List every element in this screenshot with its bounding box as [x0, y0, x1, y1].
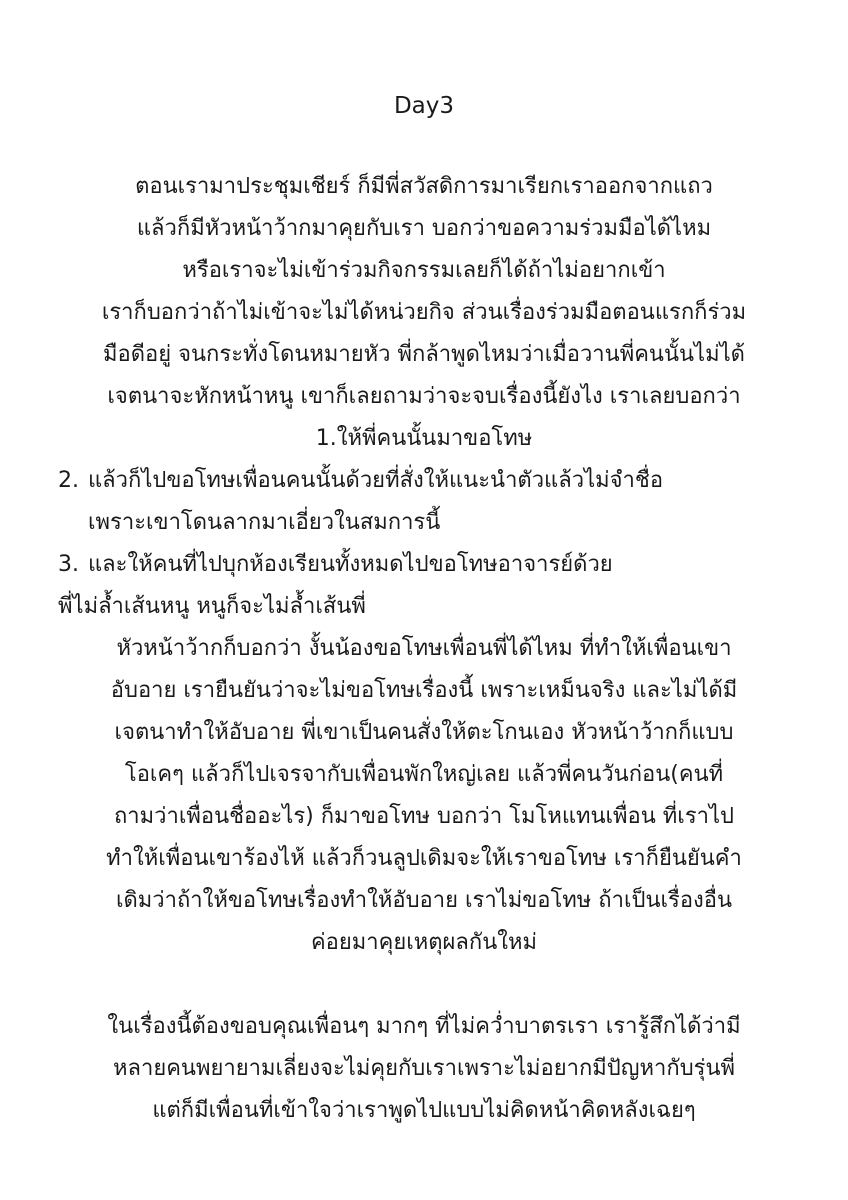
paragraph-2-line-5: ถามว่าเพื่อนชื่ออะไร) ก็มาขอโทษ บอกว่า โมโหแทนเพื่อน ที่เราไป [113, 804, 735, 829]
list-item-3-number: 3. [58, 552, 79, 577]
list-item-3-continuation: พี่ไม่ล้ำเส้นหนู หนูก็จะไม่ล้ำเส้นพี่ [58, 594, 366, 619]
paragraph-3-line-2: หลายคนพยายามเลี่ยงจะไม่คุยกับเราเพราะไม่อยากมีปัญหากับรุ่นพี่ [112, 1056, 736, 1081]
list-item-1: 1.ให้พี่คนนั้นมาขอโทษ [315, 426, 533, 451]
paragraph-1-line-3: หรือเราจะไม่เข้าร่วมกิจกรรมเลยก็ได้ถ้าไม่อยากเข้า [182, 258, 666, 283]
paragraph-2-line-3: เจตนาทำให้อับอาย พี่เขาเป็นคนสั่งให้ตะโกนเอง หัวหน้าว้ากก็แบบ [114, 720, 734, 745]
paragraph-2-line-4: โอเคๆ แล้วก็ไปเจรจากับเพื่อนพักใหญ่เลย แล้วพี่คนวันก่อน(คนที่ [124, 762, 724, 787]
paragraph-2-line-7: เดิมว่าถ้าให้ขอโทษเรื่องทำให้อับอาย เราไม่ขอโทษ ถ้าเป็นเรื่องอื่น [115, 888, 733, 913]
paragraph-3-line-1: ในเรื่องนี้ต้องขอบคุณเพื่อนๆ มากๆ ที่ไม่คว่ำบาตรเรา เรารู้สึกได้ว่ามี [107, 1014, 741, 1039]
list-item-3-text: และให้คนที่ไปบุกห้องเรียนทั้งหมดไปขอโทษอาจารย์ด้วย [88, 552, 613, 577]
paragraph-1-line-2: แล้วก็มีหัวหน้าว้ากมาคุยกับเรา บอกว่าขอความร่วมมือได้ไหม [136, 216, 712, 241]
paragraph-2-line-6: ทำให้เพื่อนเขาร้องไห้ แล้วก็วนลูปเดิมจะให้เราขอโทษ เราก็ยืนยันคำ [106, 846, 742, 871]
document-title: Day3 [393, 93, 455, 119]
list-item-2-text: แล้วก็ไปขอโทษเพื่อนคนนั้นด้วยที่สั่งให้แนะนำตัวแล้วไม่จำชื่อ [88, 468, 664, 493]
paragraph-1-line-4: เราก็บอกว่าถ้าไม่เข้าจะไม่ได้หน่วยกิจ ส่วนเรื่องร่วมมือตอนแรกก็ร่วม [101, 300, 747, 325]
paragraph-2-line-8: ค่อยมาคุยเหตุผลกันใหม่ [310, 930, 538, 955]
list-item-2 [58, 464, 848, 498]
paragraph-3-line-3: แต่ก็มีเพื่อนที่เข้าใจว่าเราพูดไปแบบไม่คิดหน้าคิดหลังเฉยๆ [152, 1098, 696, 1123]
paragraph-1-line-1: ตอนเรามาประชุมเชียร์ ก็มีพี่สวัสดิการมาเรียกเราออกจากแถว [135, 174, 713, 199]
paragraph-1-line-6: เจตนาจะหักหน้าหนู เขาก็เลยถามว่าจะจบเรื่องนี้ยังไง เราเลยบอกว่า [107, 384, 741, 409]
paragraph-2-line-2: อับอาย เรายืนยันว่าจะไม่ขอโทษเรื่องนี้ เพราะเหม็นจริง และไม่ได้มี [110, 678, 738, 703]
list-item-3 [58, 548, 848, 582]
list-item-2-continuation: เพราะเขาโดนลากมาเอี่ยวในสมการนี้ [88, 510, 441, 535]
paragraph-2-line-1: หัวหน้าว้ากก็บอกว่า งั้นน้องขอโทษเพื่อนพี่ได้ไหม ที่ทำให้เพื่อนเขา [116, 636, 732, 661]
paragraph-1-line-5: มือดีอยู่ จนกระทั่งโดนหมายหัว พี่กล้าพูดไหมว่าเมื่อวานพี่คนนั้นไม่ได้ [103, 342, 745, 367]
list-item-2-number: 2. [58, 468, 79, 493]
